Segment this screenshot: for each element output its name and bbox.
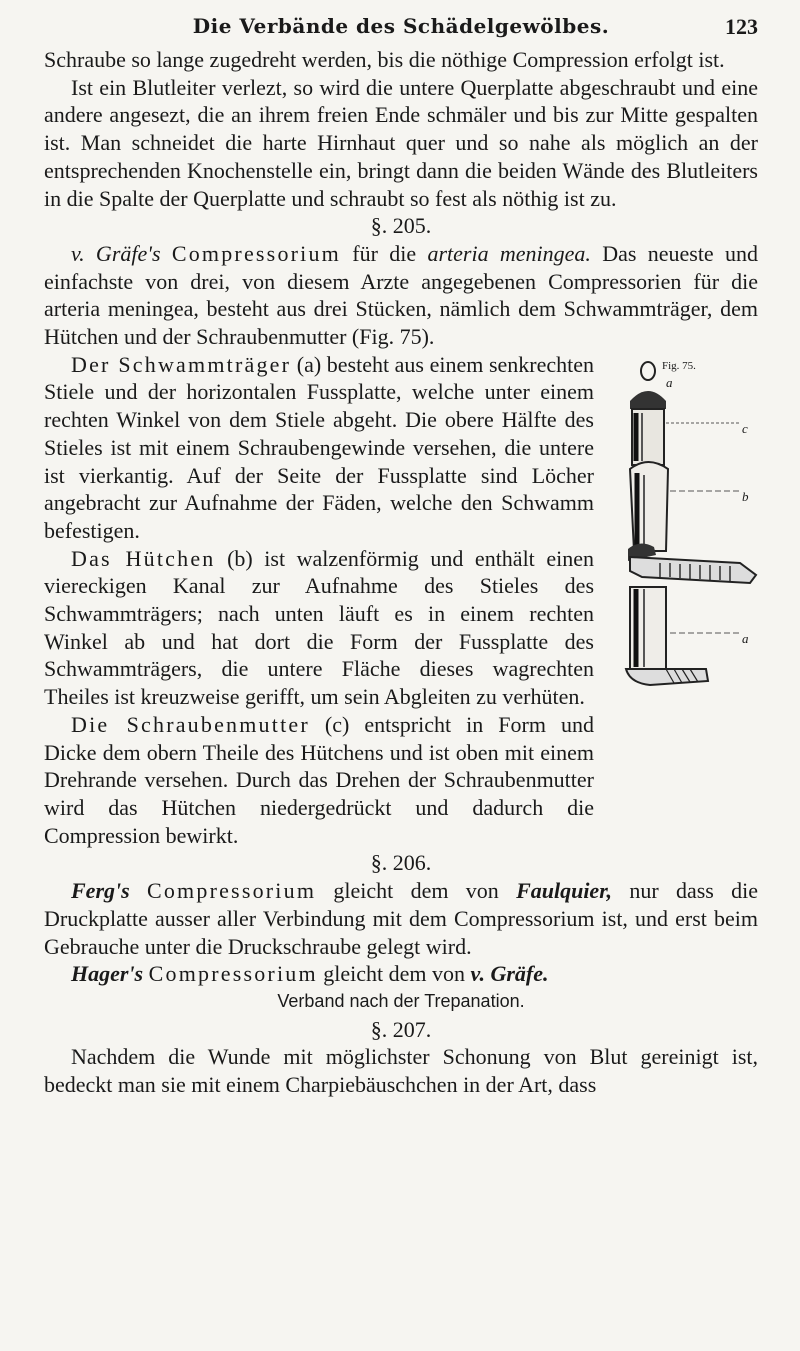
author-name: Faulquier, xyxy=(516,878,613,904)
running-title: Die Verbände des Schädelgewölbes. xyxy=(192,14,610,38)
term: Der Schwammträger xyxy=(71,351,292,377)
text-span: (b) ist walzenförmig und enthält einen viereckigen Kanal zur Aufnahme des Stieles des Schwammträgers; nach unten läuft es in einem rechten Winkel ab und hat dort die Form der Fussplatte des Schwammträgers, die untere Fläche dieses wagrechten Theiles ist kreuzweise gerifft, um sein Abgleiten zu verhüten. xyxy=(44,545,594,710)
figure-label-a-top: a xyxy=(666,374,673,390)
author-name: Hager's xyxy=(71,961,144,987)
figure-75 xyxy=(600,351,760,823)
subheading: Verband nach der Trepanation. xyxy=(277,990,525,1011)
body-text xyxy=(44,46,758,1099)
term: Compressorium xyxy=(148,961,318,987)
paragraph-continuation: Schraube so lange zugedreht werden, bis die nöthige Compression erfolgt ist. xyxy=(44,47,725,72)
term: Das Hütchen xyxy=(71,545,216,571)
term: Die Schraubenmutter xyxy=(71,711,310,737)
figure-label-b: b xyxy=(742,488,749,504)
text-span: nur dass die Druckplatte ausser aller Verbindung mit dem Compressorium ist, und erst beim Gebrauche unter die Druckschraube gelegt wird. xyxy=(44,878,759,959)
figure-label-c: c xyxy=(742,420,748,436)
text-span: Das neueste und einfachste von drei, von diesem Arzte angegebenen Compressorien für die arteria meningea, besteht aus drei Stücken, nämlich dem Schwammträger, dem Hütchen und der Schraubenmutter (Fig. 75). xyxy=(44,240,758,350)
text-span: (a) besteht aus einem senkrechten Stiele und der horizontalen Fussplatte, welche unter einem rechten Winkel von dem Stiele abgeht. Die obere Hälfte des Stieles ist mit einem Schraubengewinde versehen, die untere ist vierkantig. Auf der Seite der Fussplatte sind Löcher angebracht zur Aufnahme der Fäden, welche den Schwamm befestigen. xyxy=(44,351,594,543)
figure-caption: Fig. 75. xyxy=(662,359,696,372)
compressorium-illustration xyxy=(600,351,760,823)
section-207: §. 207. xyxy=(370,1016,432,1042)
paragraph-ferg xyxy=(44,877,758,960)
text-span: für die xyxy=(341,240,428,266)
author-name: v. Gräfe's xyxy=(71,240,161,266)
section-205: §. 205. xyxy=(370,213,432,239)
paragraph-wunde: Nachdem die Wunde mit möglichster Schonung von Blut gereinigt ist, bedeckt man sie mit einem Charpiebäuschchen in der Art, dass xyxy=(44,1044,758,1098)
page-header xyxy=(44,14,758,42)
author-name: v. Gräfe. xyxy=(470,961,549,987)
latin-term: arteria meningea. xyxy=(427,240,591,266)
term: Compressorium xyxy=(171,240,341,266)
text-span: gleicht dem von xyxy=(317,961,471,987)
section-206: §. 206. xyxy=(370,850,432,876)
paragraph-blutleiter: Ist ein Blutleiter verlezt, so wird die untere Querplatte abgeschraubt und eine andere angesezt, die an ihrem freien Ende schmäler und bis zur Mitte gespalten ist. Man schneidet die harte Hirnhaut quer und so nahe als möglich an der entsprechenden Knochenstelle ein, bringt dann die beiden Wände des Blutleiters in die Spalte der Querplatte und schraubt so fest als nöthig ist zu. xyxy=(44,74,758,211)
page-number: 123 xyxy=(725,14,758,39)
author-name: Ferg's xyxy=(71,878,130,904)
text-span: (c) entspricht in Form und Dicke dem obern Theile des Hütchens und ist oben mit einem Drehrande versehen. Durch das Drehen der Schraubenmutter wird das Hütchen niedergedrückt und dadurch die Compression bewirkt. xyxy=(44,711,594,848)
paragraph-hager xyxy=(44,960,758,988)
term: Compressorium xyxy=(146,878,317,904)
paragraph-graefe-compressorium xyxy=(44,240,758,351)
text-span: gleicht dem von xyxy=(316,878,517,904)
figure-label-a-low: a xyxy=(742,630,749,646)
